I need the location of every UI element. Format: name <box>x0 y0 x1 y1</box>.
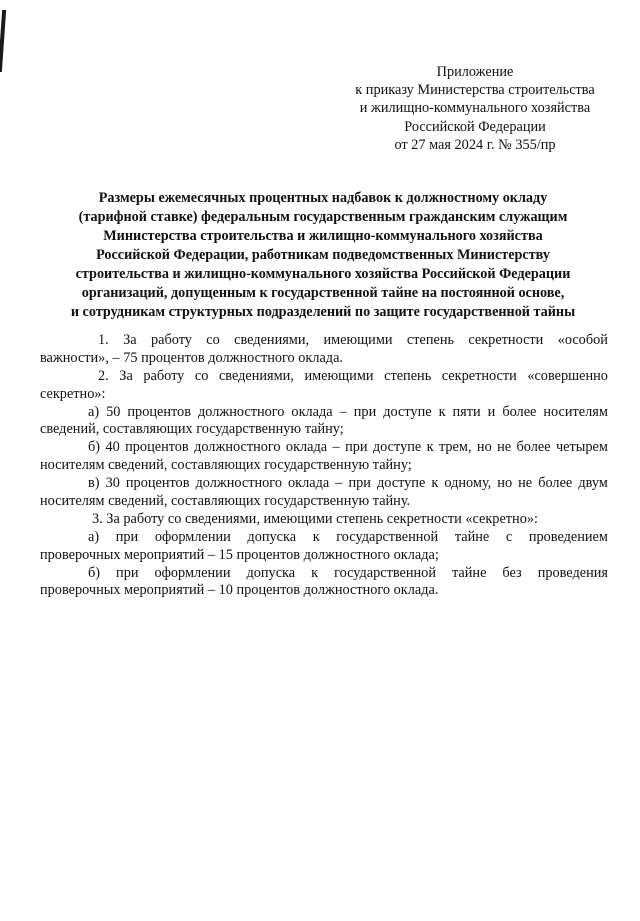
word: За <box>123 332 137 348</box>
word: работу <box>143 367 185 384</box>
word: доступе <box>383 403 432 420</box>
word: с <box>505 528 513 545</box>
word: при <box>116 564 139 581</box>
word: допуска <box>247 528 297 545</box>
word: более <box>516 439 551 456</box>
word: «особой <box>557 332 608 348</box>
word: доступе <box>376 475 426 492</box>
paragraph-3b-line-1 <box>88 565 608 583</box>
paragraph-2b-line-1 <box>88 439 608 457</box>
word: при <box>353 403 377 420</box>
word: сведениями, <box>234 332 310 348</box>
word: четырем <box>555 439 608 456</box>
word: 2. <box>98 367 109 384</box>
word: 1. <box>98 332 109 348</box>
word: со <box>206 332 220 348</box>
title-line: Российской Федерации, работникам подведомственных Министерству <box>96 247 550 263</box>
word: секретности <box>468 332 544 348</box>
word: к <box>426 439 434 456</box>
word: имеющими <box>323 332 393 348</box>
word: к <box>438 403 446 420</box>
word: и <box>487 403 496 420</box>
word: – <box>339 403 347 420</box>
word: доступе <box>372 439 422 456</box>
header-line: Российской Федерации <box>404 118 546 135</box>
word: без <box>502 564 522 581</box>
word: должностного <box>195 475 282 492</box>
word: оформлении <box>154 564 231 581</box>
word: должностного <box>197 403 285 420</box>
paragraph-3a-line-2: проверочных мероприятий – 15 процентов должностного оклада; <box>40 546 439 563</box>
word: при <box>115 528 139 545</box>
word: не <box>497 439 512 456</box>
word: к <box>431 475 439 492</box>
word: сведениями, <box>218 367 294 384</box>
word: но <box>497 475 513 492</box>
word: одному, <box>444 475 492 492</box>
word: государственной <box>334 564 436 581</box>
word: к <box>312 528 320 545</box>
word: работу <box>150 332 192 348</box>
paragraph-2a-line-2: сведений, составляющих государственную тайну; <box>40 421 344 438</box>
word: тайне <box>454 528 490 545</box>
scan-edge-mark <box>0 10 6 72</box>
word: 50 <box>106 403 121 420</box>
word: трем, <box>438 439 472 456</box>
header-line: к приказу Министерства строительства <box>355 82 595 99</box>
word: более <box>502 403 537 420</box>
title-line: (тарифной ставке) федеральным государственным гражданским служащим <box>78 209 568 225</box>
word: 30 <box>105 475 120 492</box>
word: при <box>345 439 368 456</box>
word: пяти <box>452 403 481 420</box>
word: проведением <box>528 528 608 545</box>
document-body <box>40 332 608 600</box>
word: процентов <box>125 475 190 492</box>
word: в) <box>88 475 100 492</box>
word: проведения <box>537 564 608 581</box>
word: более <box>538 475 573 492</box>
word: двум <box>578 475 608 492</box>
paragraph-1-line-1 <box>98 332 608 350</box>
word: государственной <box>336 528 439 545</box>
paragraph-2c-line-1 <box>88 475 608 493</box>
word: «совершенно <box>527 367 608 384</box>
word: оклада <box>288 475 330 492</box>
word: процентов <box>127 403 191 420</box>
word: За <box>119 367 133 384</box>
word: со <box>194 367 209 384</box>
word: должностного <box>194 439 281 456</box>
paragraph-2-line-2: секретно»: <box>40 385 106 402</box>
document-title <box>40 189 606 322</box>
word: степень <box>406 332 454 348</box>
word: имеющими <box>304 367 374 384</box>
title-line: Министерства строительства и жилищно-коммунального хозяйства <box>103 228 543 244</box>
paragraph-3-line-1: 3. За работу со сведениями, имеющими степень секретности «секретно»: <box>92 510 538 527</box>
word: процентов <box>125 439 189 456</box>
word: оклада <box>285 439 328 456</box>
word: но <box>476 439 492 456</box>
header-line: от 27 мая 2024 г. № 355/пр <box>394 136 556 153</box>
word: б) <box>88 564 101 581</box>
word: – <box>332 439 340 456</box>
title-line: организаций, допущенным к государственной тайне на постоянной основе, <box>81 285 565 301</box>
paragraph-1-line-2: важности», – 75 процентов должностного оклада. <box>40 349 343 366</box>
word: не <box>518 475 533 492</box>
header-line: Приложение <box>436 64 514 80</box>
header-line: и жилищно-коммунального хозяйства <box>359 100 591 117</box>
word: б) <box>88 439 101 456</box>
appendix-header <box>330 63 620 154</box>
word: степень <box>384 367 432 384</box>
word: – <box>335 475 343 492</box>
word: а) <box>88 528 100 545</box>
title-line: Размеры ежемесячных процентных надбавок к должностному окладу <box>98 190 548 206</box>
word: допуска <box>246 564 296 581</box>
word: секретности <box>441 367 517 384</box>
word: носителям <box>543 403 608 420</box>
word: оформлении <box>154 528 231 545</box>
title-line: и сотрудникам структурных подразделений по защите государственной тайны <box>70 304 576 320</box>
word: при <box>348 475 371 492</box>
paragraph-2-line-1 <box>98 368 608 386</box>
word: 40 <box>105 439 120 456</box>
word: тайне <box>452 564 487 581</box>
paragraph-2a-line-1 <box>88 404 608 422</box>
title-line: строительства и жилищно-коммунального хозяйства Российской Федерации <box>75 266 571 282</box>
paragraph-3b-line-2: проверочных мероприятий – 10 процентов должностного оклада. <box>40 582 439 599</box>
word: к <box>311 564 319 581</box>
paragraph-2b-line-2: носителям сведений, составляющих государственную тайну; <box>40 457 412 474</box>
word: а) <box>88 403 100 420</box>
paragraph-2c-line-2: носителям сведений, составляющих государственную тайну. <box>40 493 411 510</box>
paragraph-3a-line-1 <box>88 529 608 547</box>
word: оклада <box>291 403 333 420</box>
